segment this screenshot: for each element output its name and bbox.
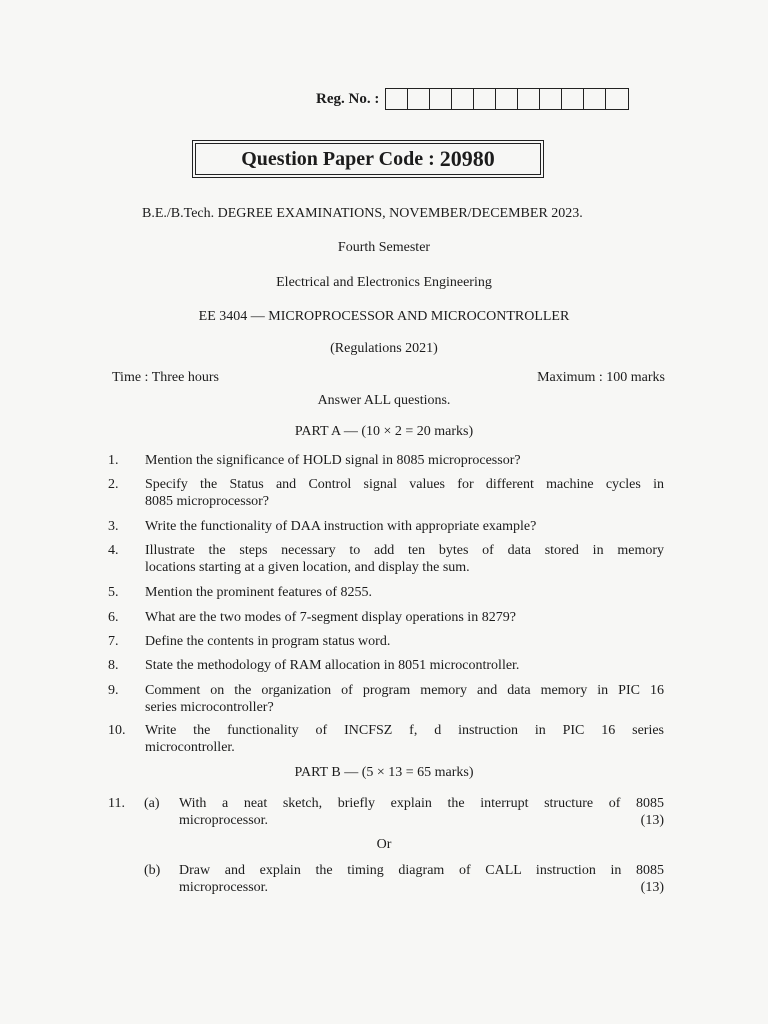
question-text: Mention the prominent features of 8255.: [145, 585, 373, 600]
reg-no-box: [584, 89, 606, 109]
exam-title: B.E./B.Tech. DEGREE EXAMINATIONS, NOVEMBER/DECEMBER 2023.: [142, 206, 583, 221]
question-number: 10.: [108, 723, 126, 738]
question-text: Mention the significance of HOLD signal in 8085 microprocessor?: [145, 453, 521, 468]
reg-no-field: [316, 88, 629, 110]
question-text: With a neat sketch, briefly explain the interrupt structure of 8085: [179, 796, 664, 811]
question-text: microcontroller.: [145, 740, 235, 755]
question: [108, 584, 664, 601]
question-text: Draw and explain the timing diagram of CALL instruction in 8085: [179, 863, 664, 878]
regulations: (Regulations 2021): [330, 341, 438, 356]
question-marks: (13): [640, 813, 664, 828]
reg-no-label: Reg. No. :: [316, 90, 380, 107]
question-text: 8085 microprocessor?: [145, 494, 270, 509]
question-text: State the methodology of RAM allocation in 8051 microcontroller.: [145, 658, 520, 673]
reg-no-box: [408, 89, 430, 109]
question-number: 5.: [108, 585, 119, 600]
or-separator: Or: [376, 837, 392, 852]
question: [108, 518, 664, 535]
semester: Fourth Semester: [337, 240, 431, 255]
reg-no-box: [562, 89, 584, 109]
question-number: 8.: [108, 658, 119, 673]
reg-no-box: [496, 89, 518, 109]
paper-code-inner: [195, 143, 541, 175]
question: [108, 657, 664, 674]
question-text: What are the two modes of 7-segment display operations in 8279?: [145, 610, 516, 625]
reg-no-box: [386, 89, 408, 109]
reg-no-box: [452, 89, 474, 109]
sub-question-label: (a): [144, 796, 160, 811]
question-text: Specify the Status and Control signal values for different machine cycles in: [145, 477, 664, 492]
question: [108, 795, 664, 829]
question-number: 2.: [108, 477, 119, 492]
reg-no-box: [606, 89, 628, 109]
reg-no-box: [540, 89, 562, 109]
question: [108, 722, 664, 756]
question-text: microprocessor.: [179, 880, 269, 895]
time-marks-row: [112, 370, 665, 386]
paper-code-label: Question Paper Code :: [241, 147, 435, 170]
reg-no-box: [474, 89, 496, 109]
question-text: series microcontroller?: [145, 700, 274, 715]
question: [108, 609, 664, 626]
question-text: Write the functionality of DAA instruction with appropriate example?: [145, 519, 537, 534]
reg-no-box: [518, 89, 540, 109]
question-number: 6.: [108, 610, 119, 625]
question-number: 1.: [108, 453, 119, 468]
maximum-marks: Maximum : 100 marks: [537, 370, 665, 385]
reg-no-boxes: [385, 88, 629, 110]
paper-code-box: [192, 140, 544, 178]
question: [108, 476, 664, 510]
question-text: Comment on the organization of program memory and data memory in PIC 16: [145, 683, 664, 698]
question-marks: (13): [640, 880, 664, 895]
question: [108, 452, 664, 469]
department: Electrical and Electronics Engineering: [276, 275, 492, 290]
course-title: EE 3404 — MICROPROCESSOR AND MICROCONTROLLER: [198, 309, 570, 324]
reg-no-box: [430, 89, 452, 109]
part-a-title: PART A — (10 × 2 = 20 marks): [294, 424, 474, 439]
time-allowed: Time : Three hours: [112, 370, 219, 385]
question-text: locations starting at a given location, and display the sum.: [145, 560, 470, 575]
question: [108, 682, 664, 716]
sub-question-label: (b): [144, 863, 161, 878]
question-number: 3.: [108, 519, 119, 534]
question-text: Write the functionality of INCFSZ f, d instruction in PIC 16 series: [145, 723, 664, 738]
question-number: 9.: [108, 683, 119, 698]
part-b-title: PART B — (5 × 13 = 65 marks): [294, 765, 474, 780]
paper-code-number: 20980: [439, 146, 495, 171]
question: [108, 633, 664, 650]
question-number: 11.: [108, 796, 125, 811]
question-number: 4.: [108, 543, 119, 558]
question: [108, 862, 664, 896]
question-text: Define the contents in program status word.: [145, 634, 391, 649]
question-text: Illustrate the steps necessary to add ten bytes of data stored in memory: [145, 543, 664, 558]
instruction: Answer ALL questions.: [317, 393, 451, 408]
question-text: microprocessor.: [179, 813, 269, 828]
question-number: 7.: [108, 634, 119, 649]
question: [108, 542, 664, 576]
